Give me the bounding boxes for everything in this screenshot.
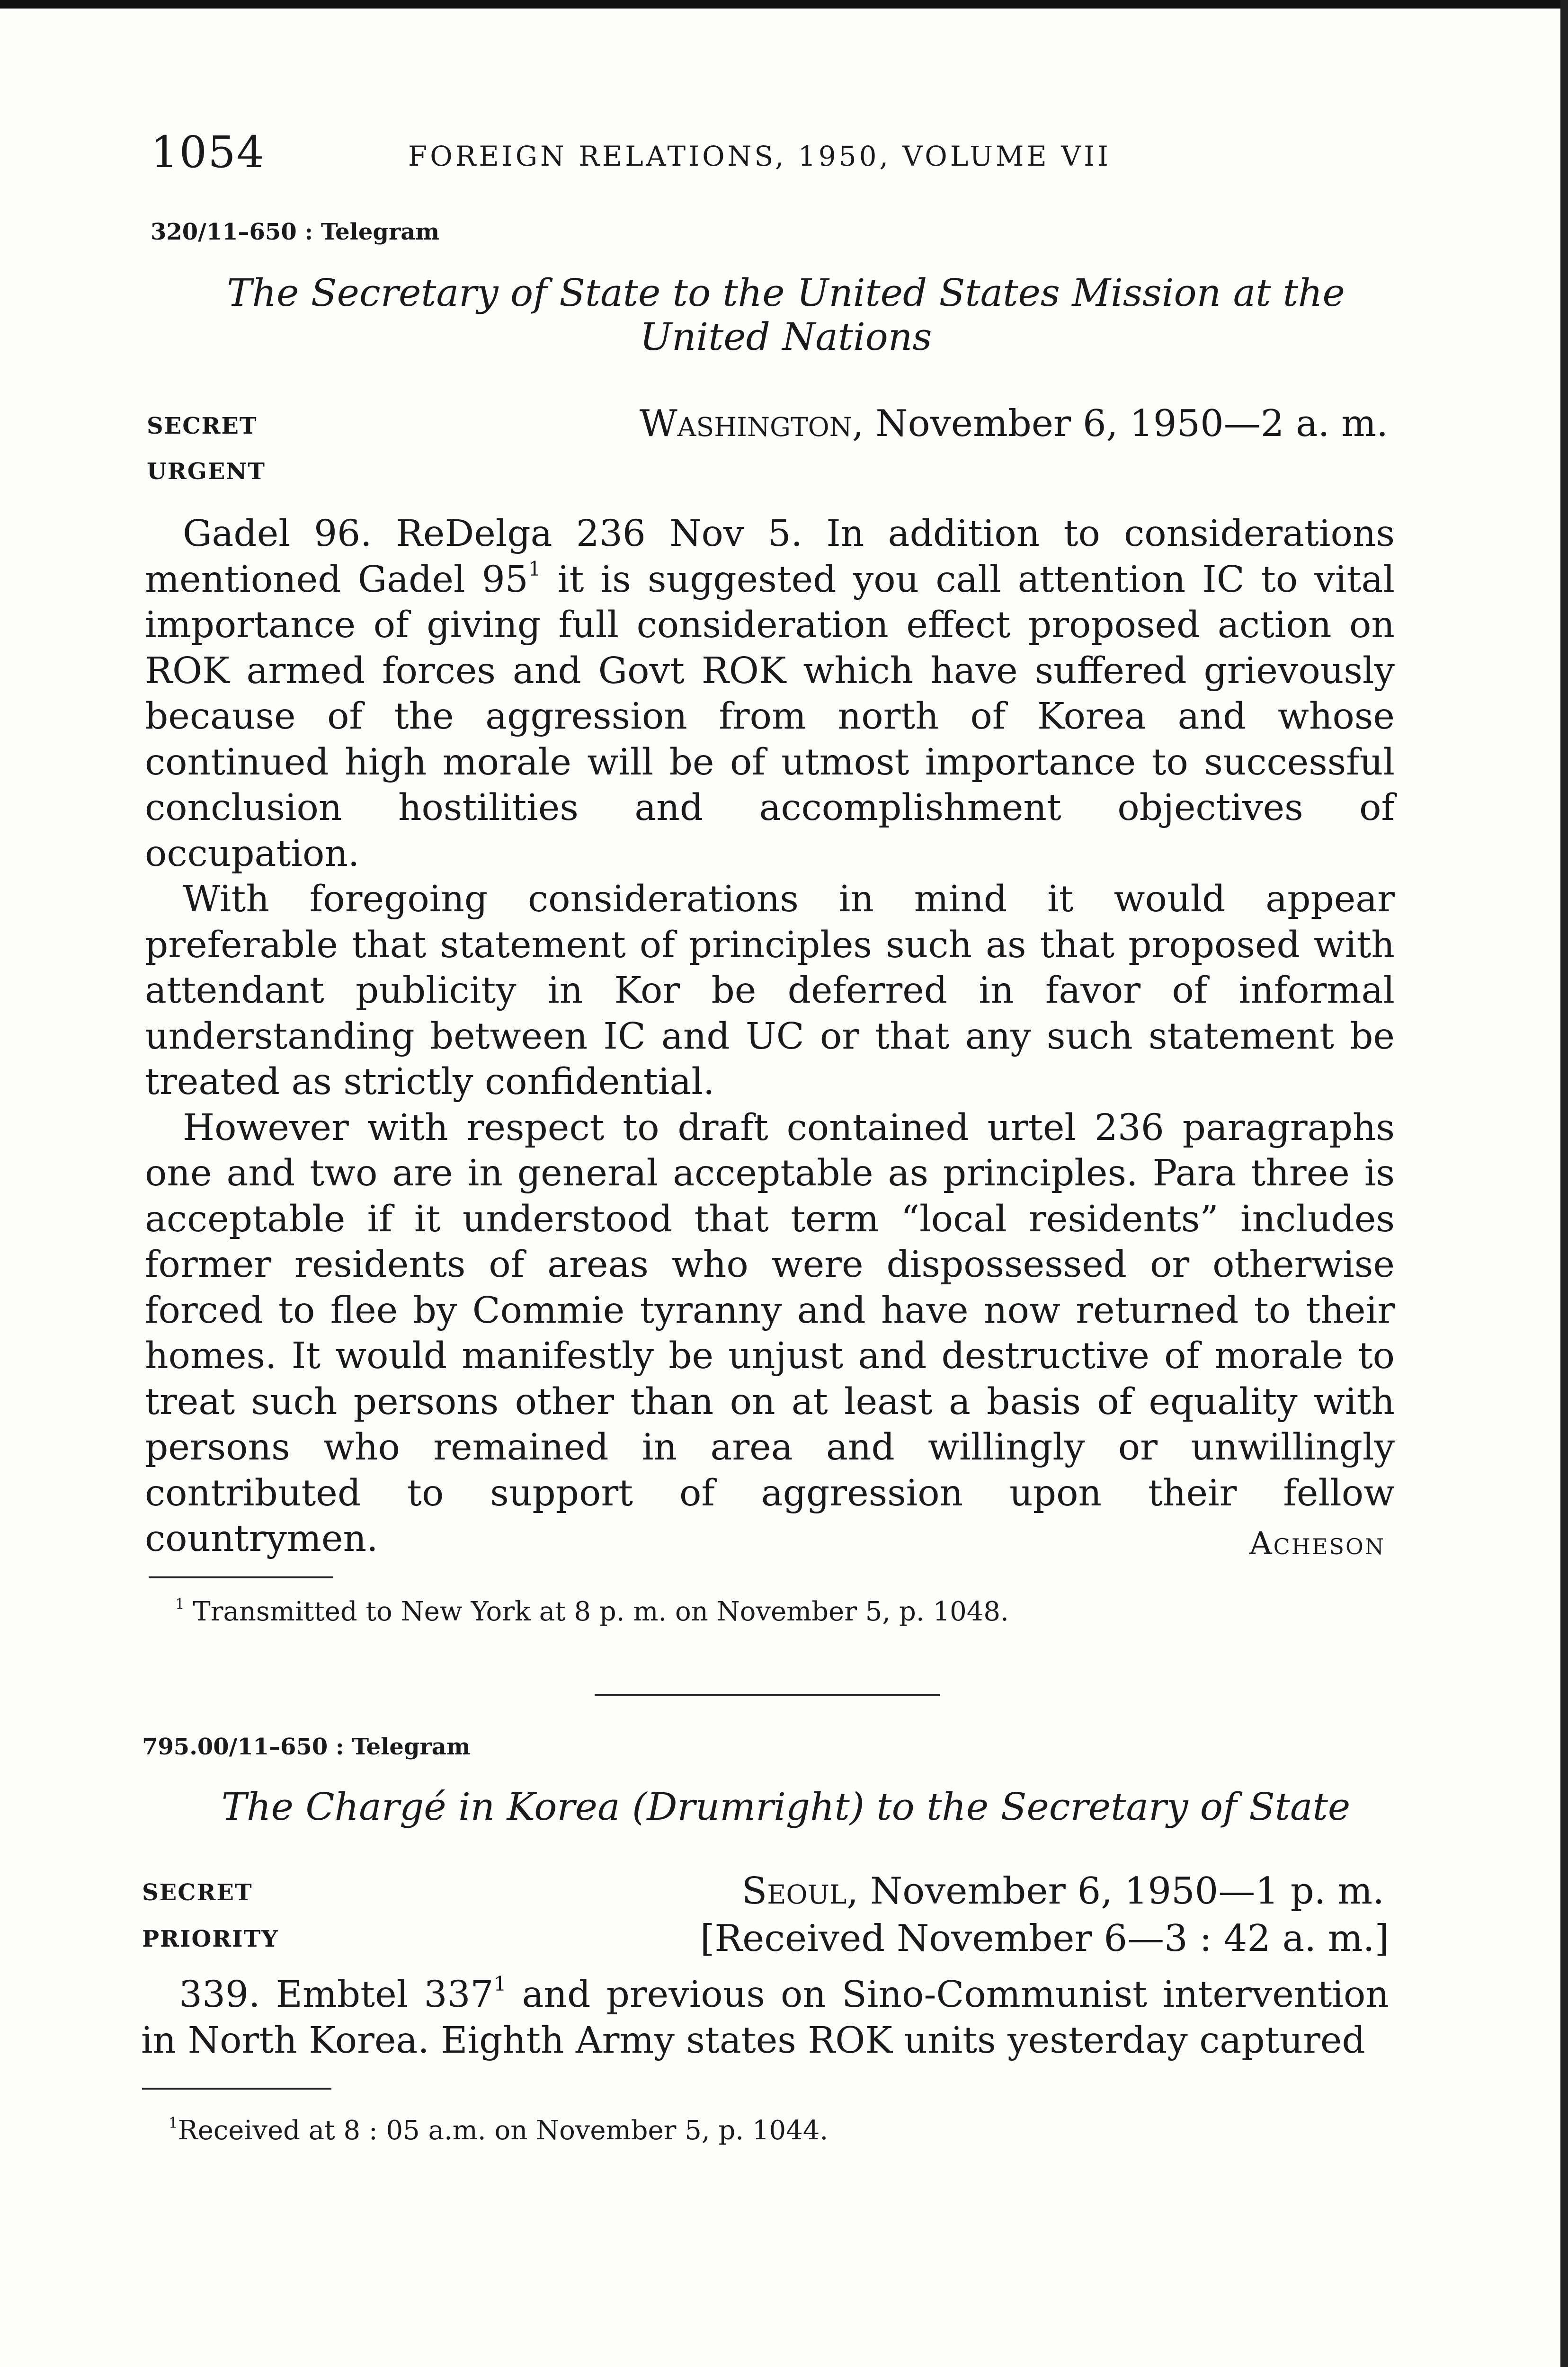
section-divider bbox=[595, 1694, 940, 1696]
doc2-classification-secret: SECRET bbox=[142, 1879, 253, 1906]
running-title: FOREIGN RELATIONS, 1950, VOLUME VII bbox=[408, 140, 1111, 172]
scan-border-top bbox=[0, 0, 1568, 9]
doc2-file-id: 795.00/11–650 : Telegram bbox=[142, 1734, 471, 1760]
doc2-footnote-rule bbox=[142, 2088, 331, 2090]
doc2-body bbox=[141, 1972, 1389, 2064]
doc1-classification-secret: SECRET bbox=[147, 413, 258, 439]
footnote-mark: 1 bbox=[169, 2114, 178, 2132]
footnote-mark: 1 bbox=[175, 1595, 185, 1613]
doc2-received: [Received November 6—3 : 42 a. m.] bbox=[700, 1917, 1389, 1960]
scan-border-right bbox=[1560, 0, 1568, 2367]
doc2-title-a: The Chargé in Korea bbox=[221, 1785, 633, 1829]
doc2-footnote-text: Received at 8 : 05 a.m. on November 5, p. 1044. bbox=[178, 2115, 829, 2146]
doc2-paragraph-1-text-a: 339. Embtel 337 bbox=[179, 1974, 494, 2016]
doc1-footnote bbox=[175, 1596, 1009, 1627]
doc1-dateline-rest: , November 6, 1950—2 a. m. bbox=[852, 402, 1388, 445]
doc2-title bbox=[189, 1785, 1382, 1829]
doc1-file-id: 320/11–650 : Telegram bbox=[151, 219, 440, 245]
doc2-dateline bbox=[742, 1870, 1384, 1913]
doc1-paragraph-1 bbox=[145, 511, 1395, 877]
doc2-dateline-place: Seoul bbox=[741, 1870, 847, 1913]
doc1-title-line2: United Nations bbox=[640, 315, 932, 359]
doc1-title-line1: The Secretary of State to the United States Mission at the bbox=[227, 271, 1345, 315]
doc1-footnote-text: Transmitted to New York at 8 p. m. on November 5, p. 1048. bbox=[193, 1596, 1009, 1627]
doc2-paragraph-1-text-b: and previous on Sino-Communist intervention in North Korea. Eighth Army states ROK units yesterday captured bbox=[141, 1974, 1389, 2062]
doc2-title-b: (Drumright) bbox=[632, 1785, 865, 1829]
footnote-ref: 1 bbox=[528, 557, 541, 580]
doc1-classification-urgent: URGENT bbox=[147, 458, 266, 485]
footnote-ref: 1 bbox=[493, 1972, 507, 1996]
doc2-title-c: to the Secretary of State bbox=[864, 1785, 1351, 1829]
doc1-paragraph-3: However with respect to draft contained urtel 236 paragraphs one and two are in general acceptable as principles. Para three is acceptable if it understood that term “local residents” includes former residents of areas who were dispossessed or otherwise forced to flee by Commie tyranny and have now returned to their homes. It would manifestly be unjust and destructive of morale to treat such persons other than on at least a basis of equality with persons who remained in area and willingly or unwillingly contributed to support of aggression upon their fellow countrymen. bbox=[145, 1106, 1395, 1560]
doc1-paragraph-1-text-a: Gadel 96. ReDelga 236 Nov 5. In addition to considerations mentioned Gadel 95 bbox=[145, 513, 1395, 601]
doc1-title bbox=[189, 271, 1382, 359]
doc1-dateline bbox=[640, 402, 1388, 445]
doc2-classification-priority: PRIORITY bbox=[142, 1926, 279, 1952]
doc1-dateline-place: Washington bbox=[639, 402, 852, 445]
doc2-dateline-rest: , November 6, 1950—1 p. m. bbox=[846, 1870, 1384, 1913]
doc1-body bbox=[145, 511, 1395, 1562]
doc1-paragraph-2: With foregoing considerations in mind it would appear preferable that statement of principles such as that proposed with attendant publicity in Kor be deferred in favor of informal understanding between IC and UC or that any such statement be treated as strictly confidential. bbox=[145, 878, 1395, 1103]
doc1-paragraph-1-text-b: it is suggested you call attention IC to vital importance of giving full consideration effect proposed action on ROK armed forces and Govt ROK which have suffered grievously because of the aggression from north of Korea and whose continued high morale will be of utmost importance to successful conclusion hostilities and accomplishment objectives of occupation. bbox=[145, 558, 1395, 875]
doc2-paragraph-1 bbox=[141, 1972, 1389, 2064]
doc1-footnote-rule bbox=[149, 1576, 333, 1578]
page-number: 1054 bbox=[151, 127, 266, 178]
doc2-footnote bbox=[169, 2115, 828, 2146]
doc1-signature: Acheson bbox=[1249, 1525, 1385, 1562]
